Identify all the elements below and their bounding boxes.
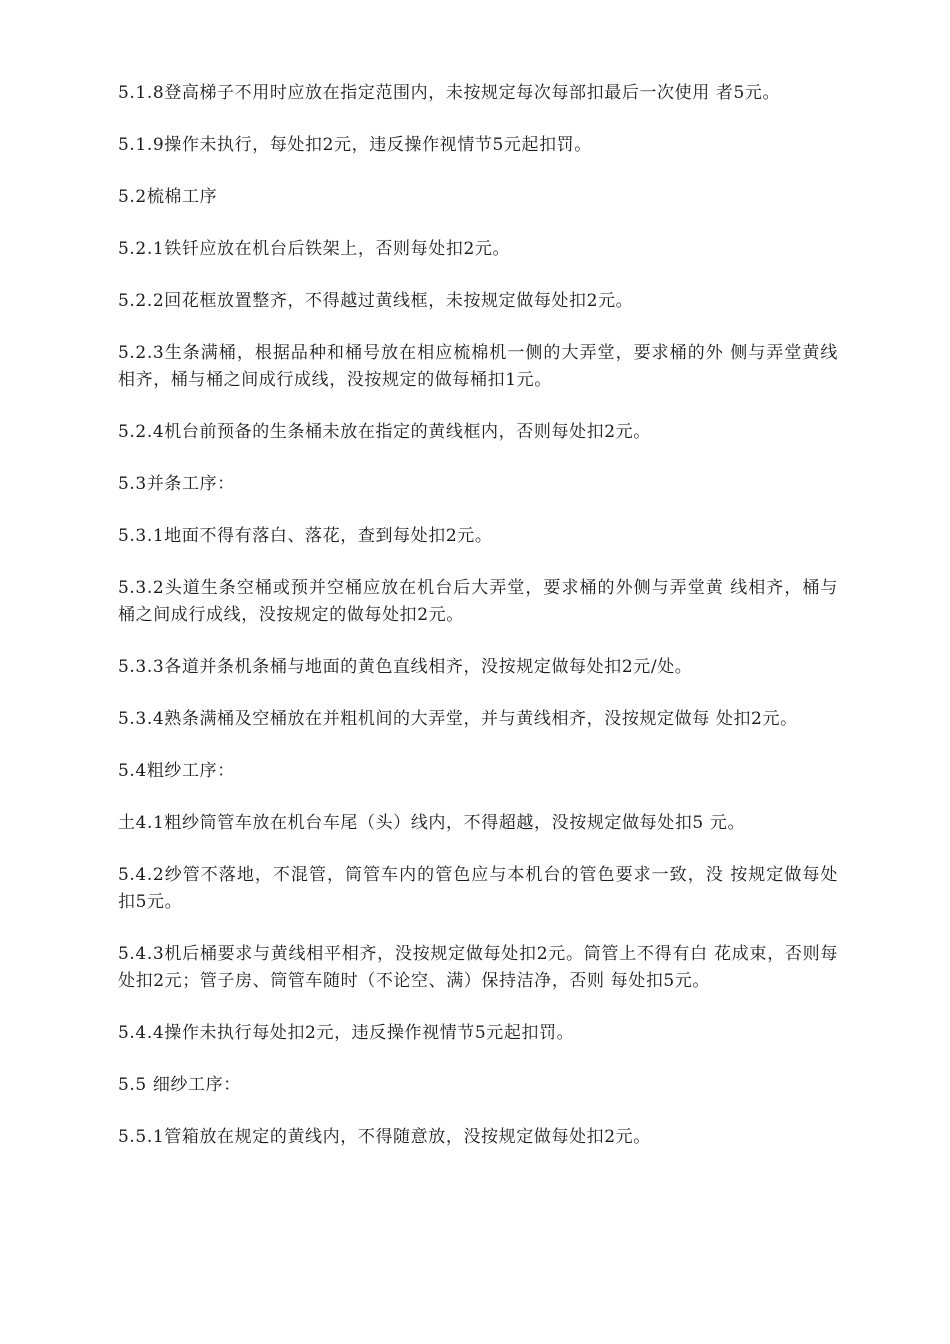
paragraph-5-4-1: 土4.1粗纱筒管车放在机台车尾（头）线内，不得超越，没按规定做每处扣5 元。: [118, 813, 746, 833]
paragraph-5-3-3: 5.3.3各道并条机条桶与地面的黄色直线相齐，没按规定做每处扣2元/处。: [118, 657, 693, 677]
paragraph-5-3-1: 5.3.1地面不得有落白、落花，查到每处扣2元。: [118, 526, 493, 546]
paragraph-5-1-9: 5.1.9操作未执行，每处扣2元，违反操作视情节5元起扣罚。: [118, 135, 592, 155]
paragraph-5-2-2: 5.2.2回花框放置整齐，不得越过黄线框，未按规定做每处扣2元。: [118, 291, 634, 311]
paragraph-5-3-2: 5.3.2头道生条空桶或预并空桶应放在机台后大弄堂，要求桶的外侧与弄堂黄 线相齐，桶与桶之间成行成线，没按规定的做每处扣2元。: [118, 578, 838, 625]
section-heading-5-5: 5.5 细纱工序：: [118, 1075, 241, 1095]
section-heading-5-2: 5.2梳棉工序: [118, 187, 218, 207]
paragraph-5-3-4: 5.3.4熟条满桶及空桶放在并粗机间的大弄堂，并与黄线相齐，没按规定做每 处扣2元。: [118, 709, 798, 729]
document-page: [118, 80, 838, 1176]
paragraph-5-2-3: 5.2.3生条满桶，根据品种和桶号放在相应梳棉机一侧的大弄堂，要求桶的外 侧与弄堂黄线相齐，桶与桶之间成行成线，没按规定的做每桶扣1元。: [118, 343, 838, 390]
section-heading-5-3: 5.3并条工序：: [118, 474, 235, 494]
paragraph-5-4-3: 5.4.3机后桶要求与黄线相平相齐，没按规定做每处扣2元。筒管上不得有白 花成束，否则每处扣2元；管子房、筒管车随时（不论空、满）保持洁净，否则 每处扣5元。: [118, 944, 838, 991]
paragraph-5-2-4: 5.2.4机台前预备的生条桶未放在指定的黄线框内，否则每处扣2元。: [118, 422, 651, 442]
paragraph-5-1-8: 5.1.8登高梯子不用时应放在指定范围内，未按规定每次每部扣最后一次使用 者5元。: [118, 83, 781, 103]
section-heading-5-4: 5.4粗纱工序：: [118, 761, 235, 781]
paragraph-5-4-4: 5.4.4操作未执行每处扣2元，违反操作视情节5元起扣罚。: [118, 1023, 575, 1043]
paragraph-5-2-1: 5.2.1铁钎应放在机台后铁架上，否则每处扣2元。: [118, 239, 511, 259]
paragraph-5-5-1: 5.5.1管箱放在规定的黄线内，不得随意放，没按规定做每处扣2元。: [118, 1127, 651, 1147]
paragraph-5-4-2: 5.4.2纱管不落地，不混管，筒管车内的管色应与本机台的管色要求一致，没 按规定做每处扣5元。: [118, 865, 838, 912]
